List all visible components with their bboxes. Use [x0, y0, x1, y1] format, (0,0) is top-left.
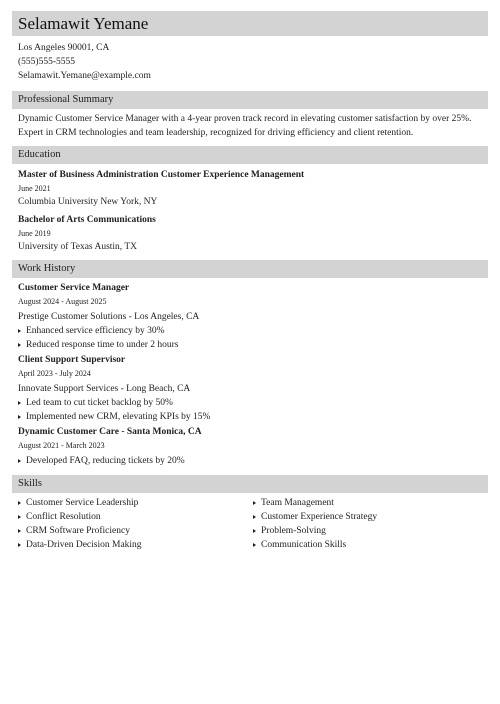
- job-title: Client Support Supervisor: [18, 355, 126, 365]
- skills-section-heading: [12, 475, 488, 493]
- skill-text: Team Management: [261, 498, 334, 508]
- bullet-icon: [18, 543, 21, 547]
- degree-title: Master of Business Administration Customer Experience Management: [18, 170, 305, 180]
- skill-text: CRM Software Proficiency: [26, 526, 130, 536]
- job-bullets: [18, 396, 488, 424]
- skill-item: [253, 496, 488, 510]
- school-name: Columbia University New York, NY: [18, 197, 158, 207]
- skills-list-left: [18, 496, 253, 552]
- graduation-date: June 2019: [18, 229, 51, 238]
- bullet-icon: [18, 415, 21, 419]
- job-bullet-text: Reduced response time to under 2 hours: [26, 340, 179, 350]
- skill-item: [253, 524, 488, 538]
- job-bullet: [18, 410, 488, 424]
- skill-text: Data-Driven Decision Making: [26, 540, 142, 550]
- name-header: [12, 11, 488, 36]
- bullet-icon: [253, 529, 256, 533]
- graduation-date: June 2021: [18, 184, 51, 193]
- job-dates: April 2023 - July 2024: [18, 369, 91, 378]
- skill-item: [253, 538, 488, 552]
- job-dates: August 2021 - March 2023: [18, 441, 105, 450]
- job-bullet-text: Implemented new CRM, elevating KPIs by 15%: [26, 412, 211, 422]
- work-section: [12, 282, 488, 468]
- job-title: Dynamic Customer Care - Santa Monica, CA: [18, 427, 202, 437]
- skill-item: [18, 524, 253, 538]
- job-entry: [18, 426, 488, 468]
- summary-section-heading: [12, 91, 488, 109]
- degree-title: Bachelor of Arts Communications: [18, 215, 156, 225]
- job-bullet: [18, 324, 488, 338]
- skill-text: Problem-Solving: [261, 526, 326, 536]
- job-entry: [18, 282, 488, 352]
- bullet-icon: [18, 515, 21, 519]
- bullet-icon: [18, 343, 21, 347]
- work-heading-label: Work History: [18, 263, 76, 274]
- job-company: Prestige Customer Solutions - Los Angeles, CA: [18, 312, 200, 322]
- bullet-icon: [253, 501, 256, 505]
- skill-text: Customer Service Leadership: [26, 498, 139, 508]
- education-section: [12, 169, 488, 254]
- contact-email: Selamawit.Yemane@example.com: [18, 71, 151, 81]
- skill-item: [253, 510, 488, 524]
- job-company: Innovate Support Services - Long Beach, CA: [18, 384, 191, 394]
- job-bullet-text: Enhanced service efficiency by 30%: [26, 326, 165, 336]
- skill-item: [18, 510, 253, 524]
- job-bullet-text: Developed FAQ, reducing tickets by 20%: [26, 456, 185, 466]
- skill-item: [18, 538, 253, 552]
- bullet-icon: [18, 459, 21, 463]
- summary-section: [12, 112, 488, 140]
- job-bullets: [18, 454, 488, 468]
- contact-location: Los Angeles 90001, CA: [18, 43, 110, 53]
- job-bullets: [18, 324, 488, 352]
- job-bullet: [18, 338, 488, 352]
- skill-text: Customer Experience Strategy: [261, 512, 378, 522]
- bullet-icon: [18, 501, 21, 505]
- skill-text: Communication Skills: [261, 540, 347, 550]
- bullet-icon: [18, 401, 21, 405]
- job-bullet: [18, 454, 488, 468]
- skills-list-right: [253, 496, 488, 552]
- bullet-icon: [18, 329, 21, 333]
- contact-phone: (555)555-5555: [18, 57, 75, 67]
- education-section-heading: [12, 146, 488, 164]
- education-heading-label: Education: [18, 149, 61, 160]
- job-bullet: [18, 396, 488, 410]
- school-name: University of Texas Austin, TX: [18, 242, 138, 252]
- summary-heading-label: Professional Summary: [18, 94, 114, 105]
- skills-heading-label: Skills: [18, 478, 42, 489]
- skills-section: [12, 496, 488, 552]
- education-entry: [18, 214, 488, 254]
- job-entry: [18, 354, 488, 424]
- skill-text: Conflict Resolution: [26, 512, 101, 522]
- education-entry: [18, 169, 488, 209]
- job-dates: August 2024 - August 2025: [18, 297, 107, 306]
- skill-item: [18, 496, 253, 510]
- bullet-icon: [253, 543, 256, 547]
- job-title: Customer Service Manager: [18, 283, 130, 293]
- bullet-icon: [18, 529, 21, 533]
- candidate-name: Selamawit Yemane: [18, 14, 149, 33]
- bullet-icon: [253, 515, 256, 519]
- work-section-heading: [12, 260, 488, 278]
- job-bullet-text: Led team to cut ticket backlog by 50%: [26, 398, 173, 408]
- summary-text: Dynamic Customer Service Manager with a 4-year proven track record in elevating customer satisfaction by over 25%. Expert in CRM technologies and team leadership, recognized for driving efficiency and client retention.: [18, 114, 472, 138]
- contact-info: [12, 41, 488, 83]
